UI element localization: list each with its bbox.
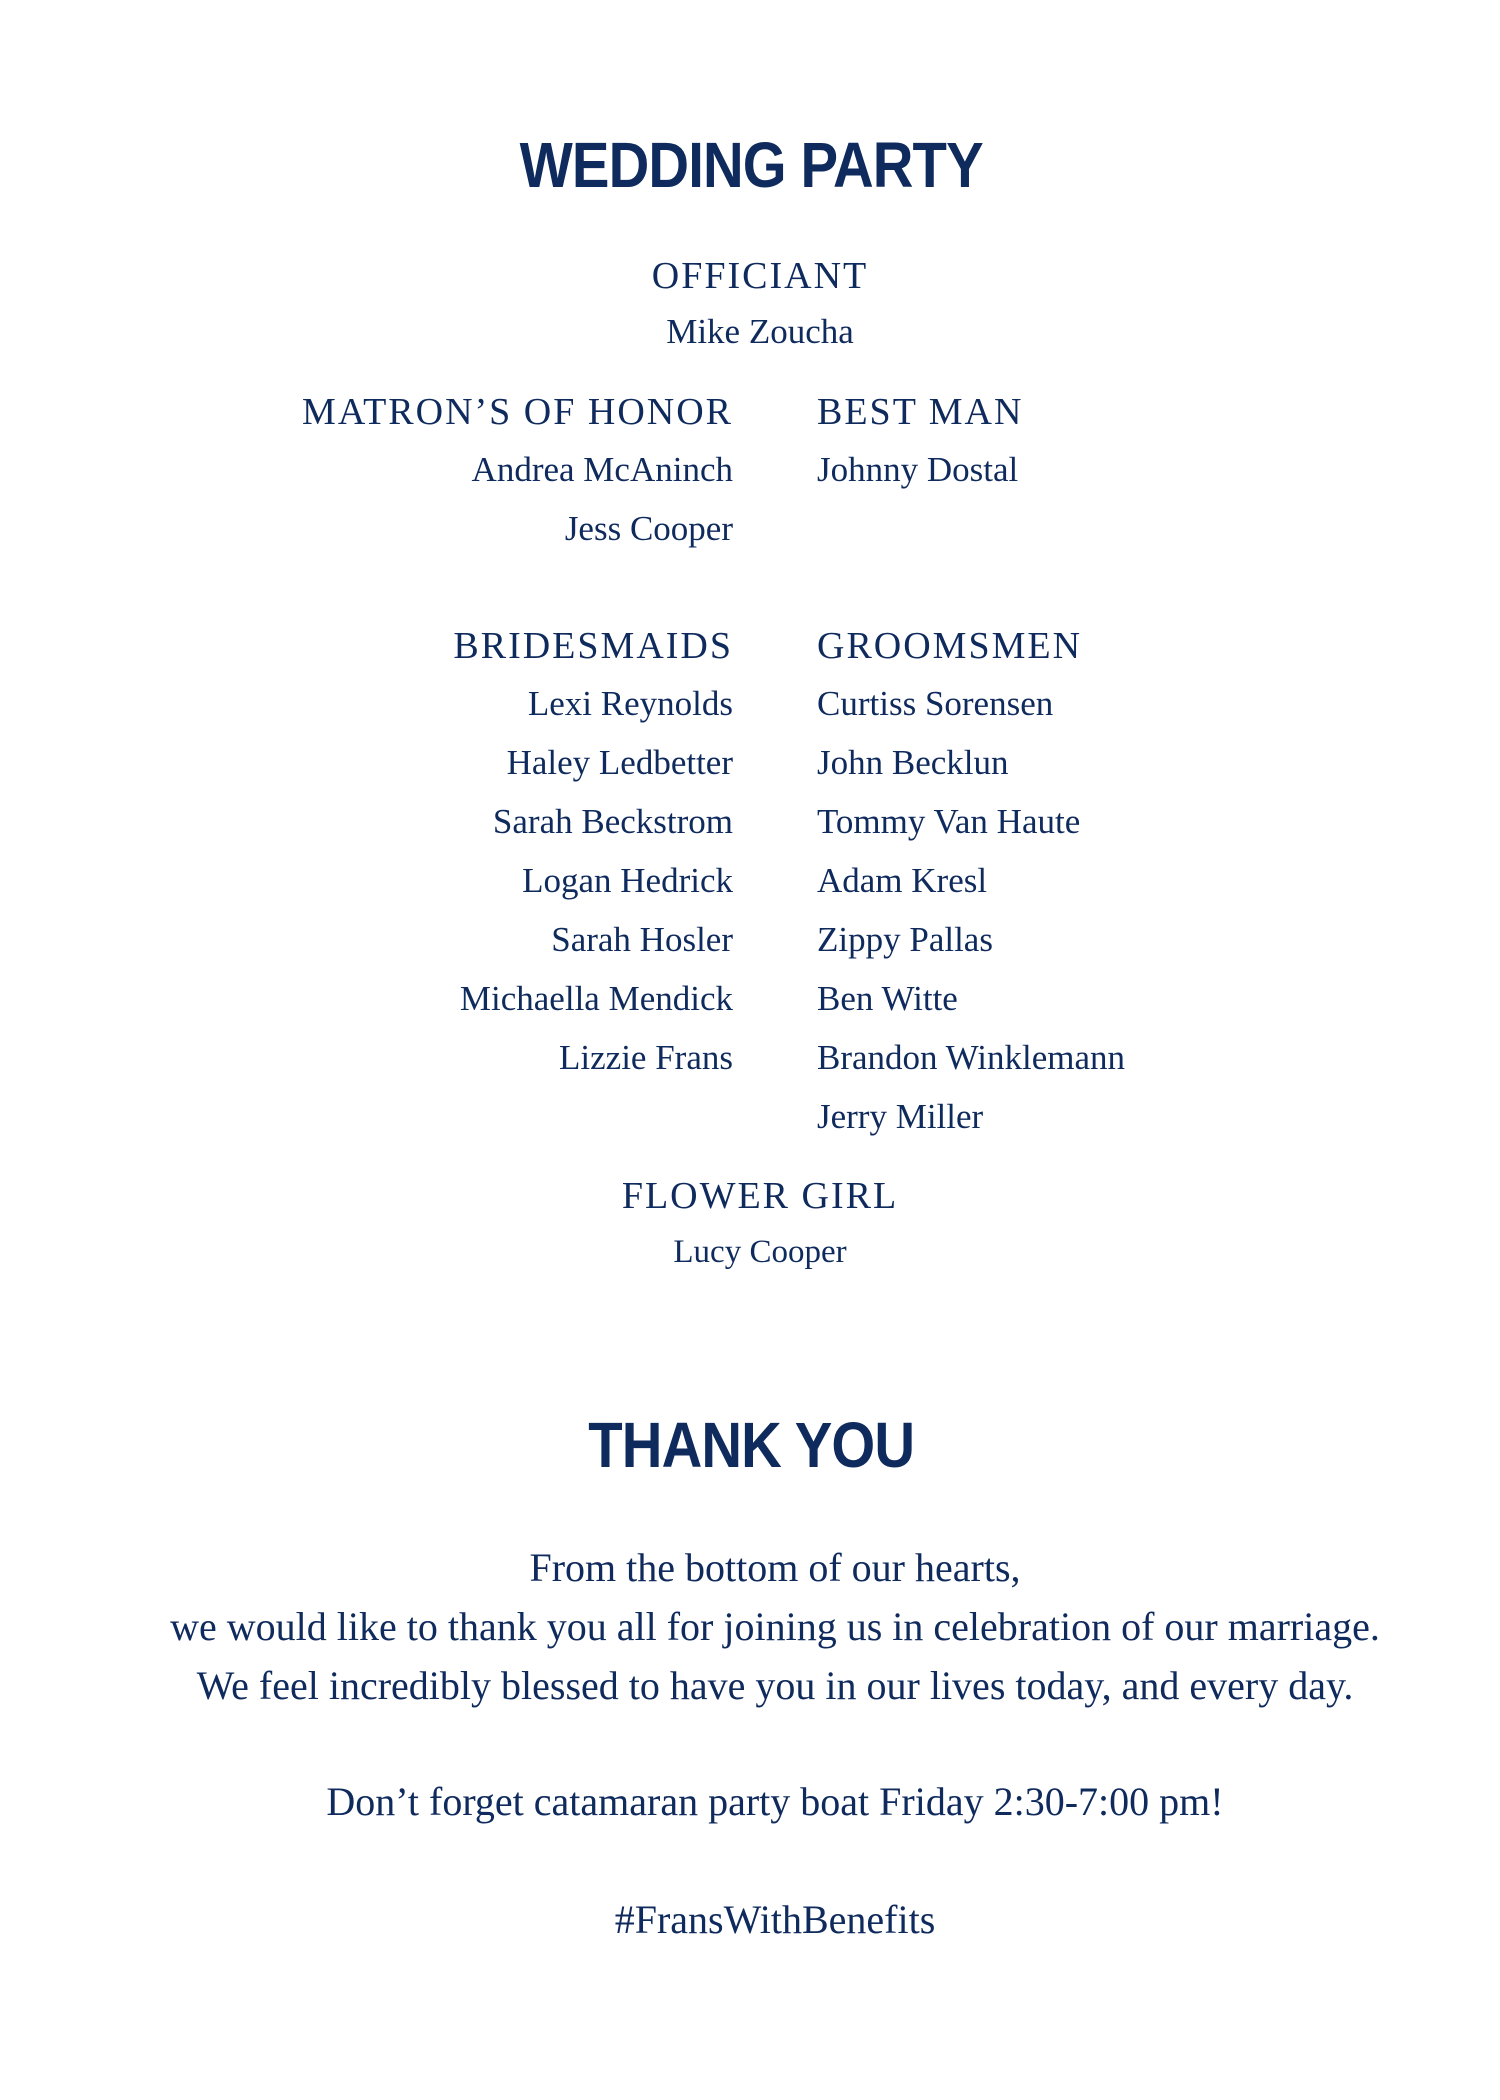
- bridesmaids-list: [453, 674, 733, 1087]
- groomsmen-list: [817, 674, 1125, 1146]
- bridesmaid-name: Sarah Beckstrom: [492, 802, 733, 841]
- wedding-party-title: WEDDING PARTY: [519, 129, 983, 201]
- groomsmen-label: GROOMSMEN: [817, 625, 1083, 667]
- best-man-label: BEST MAN: [817, 391, 1024, 433]
- bridesmaid-name: Lexi Reynolds: [527, 684, 733, 723]
- best-man-section: [817, 384, 1023, 499]
- groomsman-name: Tommy Van Haute: [817, 802, 1081, 841]
- groomsmen-section: [817, 618, 1125, 1146]
- best-man-list: [817, 440, 1023, 499]
- officiant-label: OFFICIANT: [651, 255, 869, 297]
- bridesmaid-name: Logan Hedrick: [522, 861, 733, 900]
- wedding-hashtag: [0, 1890, 1500, 1949]
- groomsman-name: John Becklun: [817, 743, 1009, 782]
- bridesmaid-name: Lizzie Frans: [559, 1038, 733, 1077]
- groomsman-name: Zippy Pallas: [817, 920, 993, 959]
- matrons-list: [302, 440, 733, 558]
- thank-you-message: [0, 1538, 1500, 1715]
- groomsman-name: Curtiss Sorensen: [817, 684, 1054, 723]
- groomsman-name: Adam Kresl: [817, 861, 988, 900]
- bridesmaids-label: BRIDESMAIDS: [453, 625, 733, 667]
- reminder-text: Don’t forget catamaran party boat Friday 2:30-7:00 pm!: [326, 1779, 1224, 1824]
- party-boat-reminder: [0, 1772, 1500, 1831]
- thank-you-line: From the bottom of our hearts,: [529, 1545, 1021, 1590]
- best-man-name: Johnny Dostal: [817, 450, 1019, 489]
- thank-you-line: We feel incredibly blessed to have you in our lives today, and every day.: [196, 1663, 1354, 1708]
- flower-girl-name: Lucy Cooper: [673, 1234, 847, 1270]
- officiant-section: [0, 250, 1500, 362]
- thank-you-title: THANK YOU: [588, 1409, 915, 1481]
- matrons-section: [302, 384, 733, 558]
- thank-you-line: we would like to thank you all for joining us in celebration of our marriage.: [170, 1604, 1380, 1649]
- matrons-label: MATRON’S OF HONOR: [302, 391, 733, 433]
- bridesmaids-section: [453, 618, 733, 1087]
- groomsman-name: Jerry Miller: [817, 1097, 984, 1136]
- bridesmaid-name: Haley Ledbetter: [506, 743, 733, 782]
- bridesmaid-name: Sarah Hosler: [551, 920, 733, 959]
- matron-name: Jess Cooper: [564, 509, 733, 548]
- groomsman-name: Brandon Winklemann: [817, 1038, 1126, 1077]
- flower-girl-section: [0, 1170, 1500, 1282]
- matron-name: Andrea McAninch: [471, 450, 733, 489]
- flower-girl-label: FLOWER GIRL: [621, 1175, 899, 1217]
- bridesmaid-name: Michaella Mendick: [459, 979, 733, 1018]
- groomsman-name: Ben Witte: [817, 979, 958, 1018]
- officiant-name: Mike Zoucha: [666, 312, 854, 351]
- hashtag-text: #FransWithBenefits: [614, 1897, 936, 1942]
